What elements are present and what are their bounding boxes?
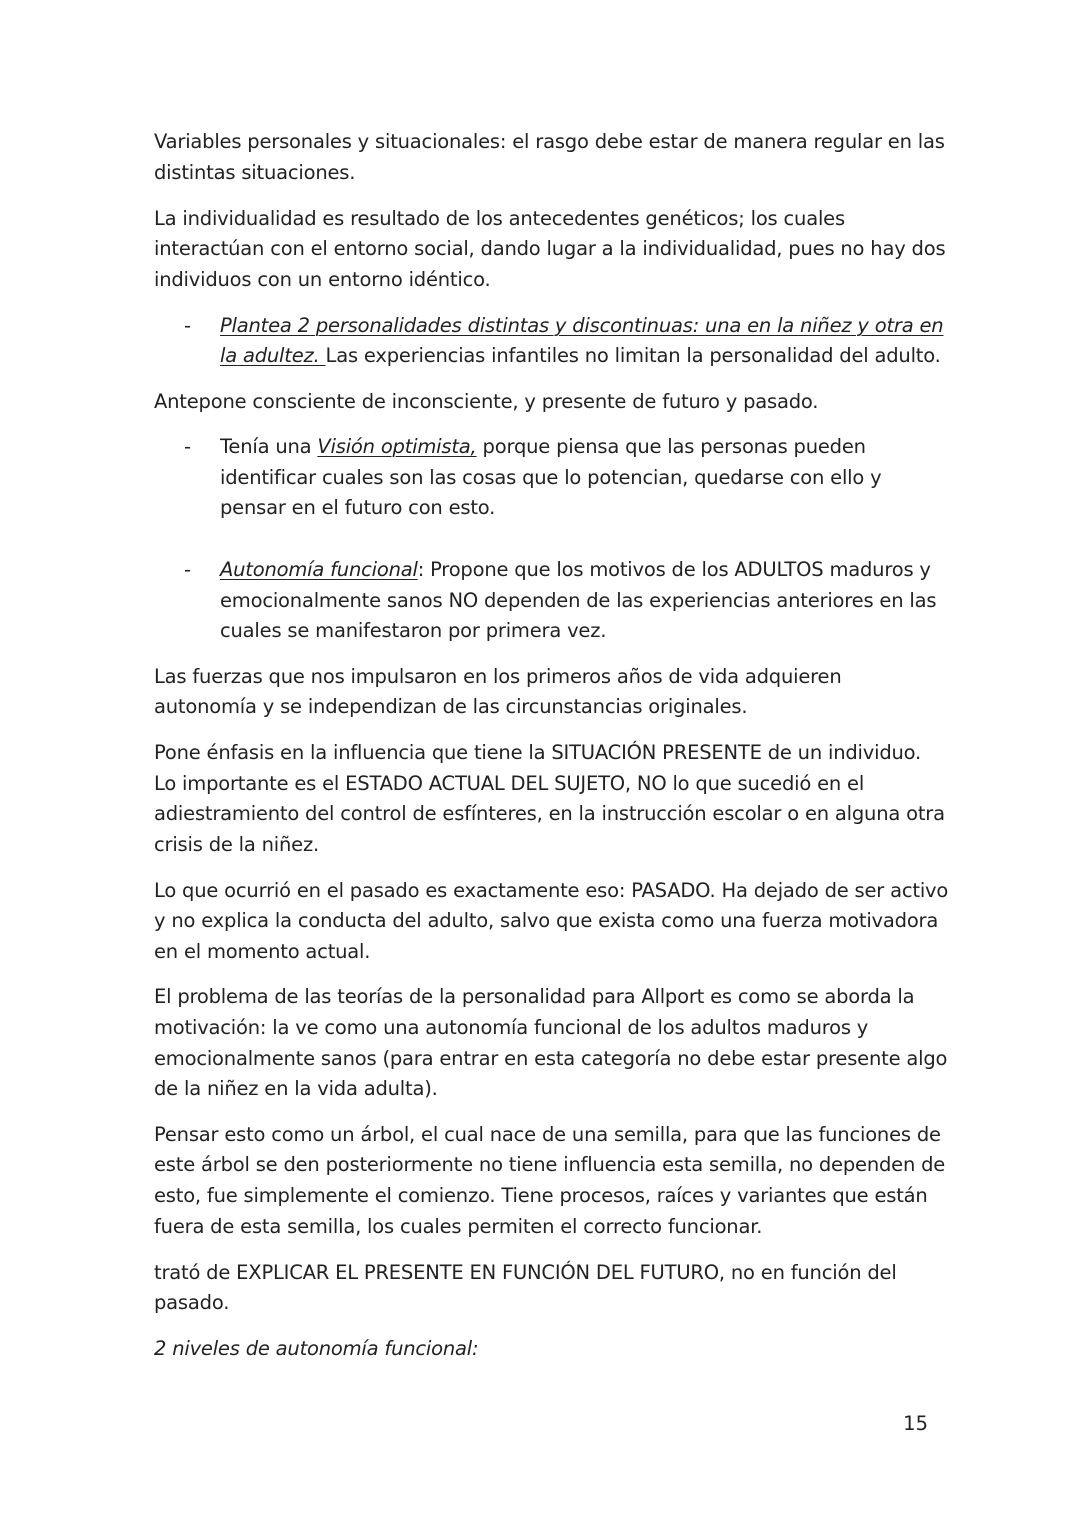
text-line: distintas situaciones. — [154, 161, 356, 184]
plain-text: : Propone que los motivos de los ADULTOS maduros y — [417, 558, 931, 581]
text-line: emocionalmente sanos NO dependen de las experiencias anteriores en las — [220, 589, 937, 612]
text-line: autonomía y se independizan de las circunstancias originales. — [154, 695, 748, 718]
bullet-dash: - — [184, 435, 192, 458]
text-line: pensar en el futuro con esto. — [220, 496, 496, 519]
text-line — [220, 340, 941, 371]
text-line: Las fuerzas que nos impulsaron en los primeros años de vida adquieren — [154, 665, 842, 688]
plain-text: Tenía una — [220, 435, 318, 458]
text-line: motivación: la ve como una autonomía funcional de los adultos maduros y — [154, 1016, 869, 1039]
text-line: 2 niveles de autonomía funcional: — [154, 1337, 479, 1360]
bullet-dash: - — [184, 558, 192, 581]
text-line: identificar cuales son las cosas que lo potencian, quedarse con ello y — [220, 466, 882, 489]
text-line: en el momento actual. — [154, 940, 371, 963]
text-line: Variables personales y situacionales: el rasgo debe estar de manera regular en las — [154, 130, 945, 153]
plain-text: porque piensa que las personas pueden — [476, 435, 866, 458]
text-line — [220, 310, 943, 341]
page-number: 15 — [903, 1412, 928, 1435]
emphasis-text: Plantea 2 personalidades distintas y discontinuas: una en la niñez y otra en — [220, 314, 944, 337]
text-line: Pone énfasis en la influencia que tiene la SITUACIÓN PRESENTE de un individuo. — [154, 741, 922, 764]
text-line: individuos con un entorno idéntico. — [154, 268, 491, 291]
text-line — [220, 554, 931, 585]
text-line: La individualidad es resultado de los antecedentes genéticos; los cuales — [154, 207, 845, 230]
emphasis-text: Visión optimista, — [317, 435, 477, 458]
text-line: fuera de esta semilla, los cuales permiten el correcto funcionar. — [154, 1215, 763, 1238]
text-line: Lo que ocurrió en el pasado es exactamente eso: PASADO. Ha dejado de ser activo — [154, 879, 949, 902]
text-line: adiestramiento del control de esfínteres, en la instrucción escolar o en alguna otra — [154, 802, 945, 825]
text-line: cuales se manifestaron por primera vez. — [220, 619, 607, 642]
text-line: El problema de las teorías de la personalidad para Allport es como se aborda la — [154, 985, 915, 1008]
text-line: pasado. — [154, 1291, 230, 1314]
emphasis-text: Autonomía funcional — [220, 558, 418, 581]
emphasis-text: la adultez. — [220, 344, 326, 367]
bullet-dash: - — [184, 314, 192, 337]
text-line: Pensar esto como un árbol, el cual nace de una semilla, para que las funciones de — [154, 1123, 941, 1146]
text-line: y no explica la conducta del adulto, salvo que exista como una fuerza motivadora — [154, 909, 939, 932]
plain-text: Las experiencias infantiles no limitan la personalidad del adulto. — [325, 344, 941, 367]
text-line: crisis de la niñez. — [154, 833, 319, 856]
text-line: interactúan con el entorno social, dando lugar a la individualidad, pues no hay dos — [154, 237, 946, 260]
text-line: Lo importante es el ESTADO ACTUAL DEL SUJETO, NO lo que sucedió en el — [154, 772, 865, 795]
text-line: trató de EXPLICAR EL PRESENTE EN FUNCIÓN DEL FUTURO, no en función del — [154, 1261, 897, 1284]
text-line — [220, 431, 866, 462]
text-line: emocionalmente sanos (para entrar en esta categoría no debe estar presente algo — [154, 1047, 948, 1070]
text-line: este árbol se den posteriormente no tiene influencia esta semilla, no dependen de — [154, 1153, 946, 1176]
text-line: de la niñez en la vida adulta). — [154, 1077, 438, 1100]
text-line: esto, fue simplemente el comienzo. Tiene procesos, raíces y variantes que están — [154, 1184, 928, 1207]
text-line: Antepone consciente de inconsciente, y presente de futuro y pasado. — [154, 390, 819, 413]
